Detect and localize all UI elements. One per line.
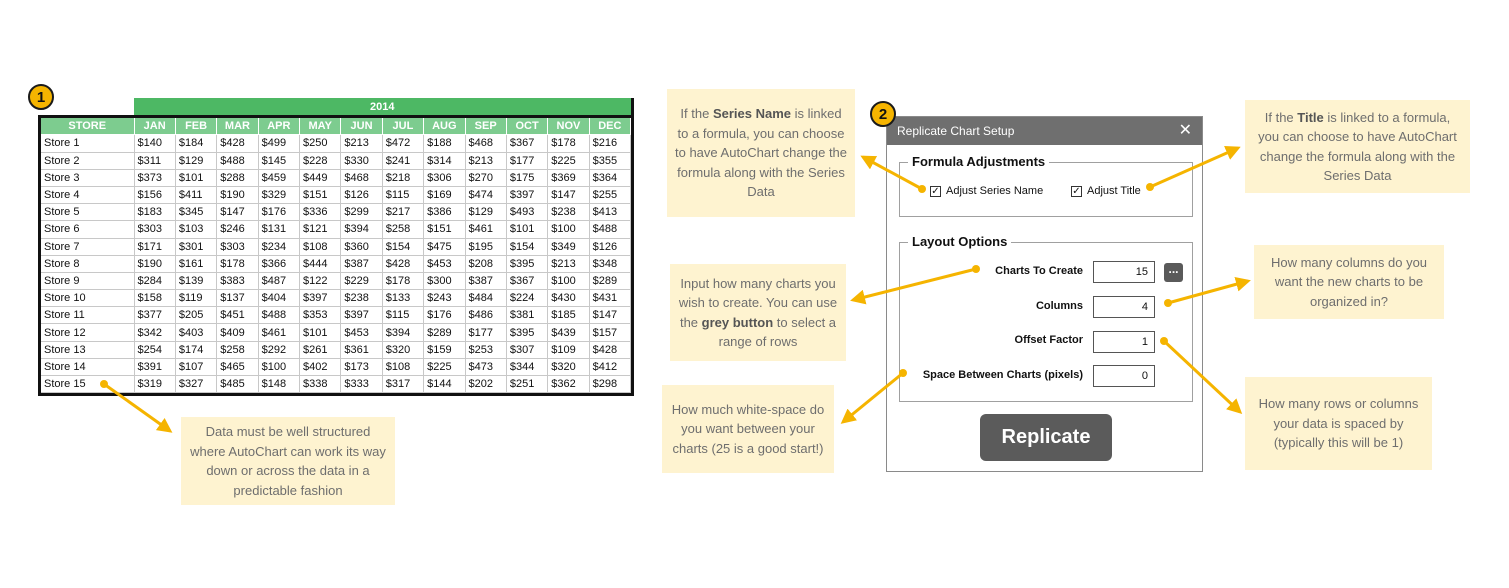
value-cell[interactable]: $428 — [382, 255, 423, 272]
columns-note: How many columns do you want the new charts to be organized in? — [1254, 245, 1444, 319]
value-cell[interactable]: $161 — [175, 255, 216, 272]
select-range-button[interactable]: ... — [1164, 263, 1183, 282]
value-cell[interactable]: $115 — [382, 186, 423, 203]
value-cell[interactable]: $173 — [341, 358, 382, 375]
store-cell[interactable]: Store 4 — [40, 186, 135, 203]
store-cell[interactable]: Store 9 — [40, 272, 135, 289]
month-header[interactable]: AUG — [424, 117, 465, 135]
header-row — [40, 117, 631, 135]
month-header[interactable]: MAR — [217, 117, 258, 135]
value-cell[interactable]: $103 — [175, 221, 216, 238]
value-cell[interactable]: $484 — [465, 290, 506, 307]
store-cell[interactable]: Store 10 — [40, 290, 135, 307]
value-cell[interactable]: $289 — [424, 324, 465, 341]
value-cell[interactable]: $361 — [341, 341, 382, 358]
value-cell[interactable]: $451 — [217, 307, 258, 324]
value-cell[interactable]: $381 — [506, 307, 547, 324]
note-text: If the — [1264, 109, 1298, 125]
table-row — [40, 152, 631, 169]
store-cell[interactable]: Store 2 — [40, 152, 135, 169]
note-bold: Title — [1297, 109, 1324, 125]
formula-adjustments-group — [899, 154, 1193, 217]
replicate-button[interactable]: Replicate — [980, 414, 1112, 461]
month-header[interactable]: JAN — [134, 117, 175, 135]
year-header[interactable]: 2014 — [134, 99, 631, 117]
store-cell[interactable]: Store 3 — [40, 169, 135, 186]
store-cell[interactable]: Store 5 — [40, 204, 135, 221]
value-cell[interactable]: $157 — [589, 324, 630, 341]
replicate-chart-dialog — [886, 116, 1203, 472]
value-cell[interactable]: $258 — [382, 221, 423, 238]
adjust-series-name-checkbox[interactable] — [930, 185, 1043, 197]
value-cell[interactable]: $213 — [465, 152, 506, 169]
store-cell[interactable]: Store 12 — [40, 324, 135, 341]
step-1-badge: 1 — [28, 84, 54, 110]
value-cell[interactable]: $300 — [424, 272, 465, 289]
value-cell[interactable]: $261 — [300, 341, 341, 358]
value-cell[interactable]: $234 — [258, 238, 299, 255]
value-cell[interactable]: $486 — [465, 307, 506, 324]
value-cell[interactable]: $345 — [175, 204, 216, 221]
value-cell[interactable]: $366 — [258, 255, 299, 272]
value-cell[interactable]: $171 — [134, 238, 175, 255]
note-text: If the — [680, 106, 713, 122]
layout-options-title: Layout Options — [908, 234, 1011, 249]
value-cell[interactable]: $336 — [300, 204, 341, 221]
value-cell[interactable]: $195 — [465, 238, 506, 255]
value-cell[interactable]: $387 — [465, 272, 506, 289]
value-cell[interactable]: $254 — [134, 341, 175, 358]
value-cell[interactable]: $307 — [506, 341, 547, 358]
value-cell[interactable]: $465 — [217, 358, 258, 375]
month-header[interactable]: DEC — [589, 117, 630, 135]
value-cell[interactable]: $121 — [300, 221, 341, 238]
note-bold: grey button — [701, 314, 774, 330]
value-cell[interactable]: $459 — [258, 169, 299, 186]
note-text: is linked to a formula, you can choose to have AutoChart change the formula along with the Series Data — [675, 106, 848, 200]
value-cell[interactable]: $213 — [341, 135, 382, 152]
table-row — [40, 255, 631, 272]
value-cell[interactable]: $444 — [300, 255, 341, 272]
value-cell[interactable]: $397 — [341, 307, 382, 324]
value-cell[interactable]: $299 — [341, 204, 382, 221]
value-cell[interactable]: $387 — [341, 255, 382, 272]
value-cell[interactable]: $367 — [506, 272, 547, 289]
value-cell[interactable]: $488 — [258, 307, 299, 324]
value-cell[interactable]: $144 — [424, 376, 465, 393]
store-cell[interactable]: Store 7 — [40, 238, 135, 255]
value-cell[interactable]: $402 — [300, 358, 341, 375]
value-cell[interactable]: $154 — [382, 238, 423, 255]
value-cell[interactable]: $154 — [506, 238, 547, 255]
value-cell[interactable]: $190 — [134, 255, 175, 272]
value-cell[interactable]: $453 — [424, 255, 465, 272]
value-cell[interactable]: $468 — [465, 135, 506, 152]
value-cell[interactable]: $360 — [341, 238, 382, 255]
value-cell[interactable]: $151 — [424, 221, 465, 238]
checkbox-checked-icon: ✓ — [931, 185, 940, 197]
value-cell[interactable]: $430 — [548, 290, 589, 307]
value-cell[interactable]: $126 — [589, 238, 630, 255]
columns-label: Columns — [1035, 300, 1083, 312]
space-between-input[interactable]: 0 — [1093, 365, 1155, 387]
value-cell[interactable]: $377 — [134, 307, 175, 324]
value-cell[interactable]: $178 — [548, 135, 589, 152]
value-cell[interactable]: $475 — [424, 238, 465, 255]
value-cell[interactable]: $177 — [465, 324, 506, 341]
adjust-series-name-label: Adjust Series Name — [946, 185, 1044, 197]
value-cell[interactable]: $178 — [382, 272, 423, 289]
table-row — [40, 290, 631, 307]
value-cell[interactable]: $101 — [506, 221, 547, 238]
value-cell[interactable]: $397 — [300, 290, 341, 307]
value-cell[interactable]: $216 — [589, 135, 630, 152]
value-cell[interactable]: $183 — [134, 204, 175, 221]
value-cell[interactable]: $119 — [175, 290, 216, 307]
store-cell[interactable]: Store 13 — [40, 341, 135, 358]
value-cell[interactable]: $353 — [300, 307, 341, 324]
value-cell[interactable]: $205 — [175, 307, 216, 324]
value-cell[interactable]: $330 — [341, 152, 382, 169]
month-header[interactable]: SEP — [465, 117, 506, 135]
value-cell[interactable]: $333 — [341, 376, 382, 393]
value-cell[interactable]: $213 — [548, 255, 589, 272]
value-cell[interactable]: $472 — [382, 135, 423, 152]
value-cell[interactable]: $395 — [506, 255, 547, 272]
value-cell[interactable]: $342 — [134, 324, 175, 341]
value-cell[interactable]: $327 — [175, 376, 216, 393]
formula-adjustments-title: Formula Adjustments — [908, 154, 1049, 169]
value-cell[interactable]: $488 — [217, 152, 258, 169]
value-cell[interactable]: $428 — [589, 341, 630, 358]
value-cell[interactable]: $270 — [465, 169, 506, 186]
table-row — [40, 135, 631, 152]
table-row — [40, 272, 631, 289]
value-cell[interactable]: $355 — [589, 152, 630, 169]
value-cell[interactable]: $137 — [217, 290, 258, 307]
data-table — [38, 98, 634, 396]
value-cell[interactable]: $461 — [258, 324, 299, 341]
store-cell[interactable]: Store 8 — [40, 255, 135, 272]
value-cell[interactable]: $303 — [134, 221, 175, 238]
value-cell[interactable]: $258 — [217, 341, 258, 358]
value-cell[interactable]: $158 — [134, 290, 175, 307]
value-cell[interactable]: $255 — [589, 186, 630, 203]
value-cell[interactable]: $487 — [258, 272, 299, 289]
month-header[interactable]: APR — [258, 117, 299, 135]
value-cell[interactable]: $253 — [465, 341, 506, 358]
value-cell[interactable]: $241 — [382, 152, 423, 169]
value-cell[interactable]: $344 — [506, 358, 547, 375]
value-cell[interactable]: $413 — [589, 204, 630, 221]
value-cell[interactable]: $395 — [506, 324, 547, 341]
value-cell[interactable]: $403 — [175, 324, 216, 341]
value-cell[interactable]: $461 — [465, 221, 506, 238]
value-cell[interactable]: $151 — [300, 186, 341, 203]
value-cell[interactable]: $320 — [382, 341, 423, 358]
month-header[interactable]: FEB — [175, 117, 216, 135]
dialog-titlebar — [887, 117, 1202, 145]
table-row — [40, 186, 631, 203]
charts-to-create-label: Charts To Create — [995, 265, 1083, 277]
month-header[interactable]: JUL — [382, 117, 423, 135]
layout-options-group — [899, 234, 1193, 402]
value-cell[interactable]: $314 — [424, 152, 465, 169]
blank-cell — [40, 99, 135, 117]
table-row — [40, 358, 631, 375]
value-cell[interactable]: $190 — [217, 186, 258, 203]
value-cell[interactable]: $488 — [589, 221, 630, 238]
value-cell[interactable]: $369 — [548, 169, 589, 186]
value-cell[interactable]: $474 — [465, 186, 506, 203]
value-cell[interactable]: $176 — [258, 204, 299, 221]
value-cell[interactable]: $431 — [589, 290, 630, 307]
title-note — [1245, 100, 1470, 193]
value-cell[interactable]: $100 — [258, 358, 299, 375]
value-cell[interactable]: $473 — [465, 358, 506, 375]
value-cell[interactable]: $367 — [506, 135, 547, 152]
value-cell[interactable]: $228 — [300, 152, 341, 169]
value-cell[interactable]: $108 — [300, 238, 341, 255]
value-cell[interactable]: $453 — [341, 324, 382, 341]
offset-factor-input[interactable]: 1 — [1093, 331, 1155, 353]
store-cell[interactable]: Store 11 — [40, 307, 135, 324]
table-row — [40, 221, 631, 238]
value-cell[interactable]: $131 — [258, 221, 299, 238]
value-cell[interactable]: $147 — [217, 204, 258, 221]
value-cell[interactable]: $303 — [217, 238, 258, 255]
value-cell[interactable]: $243 — [424, 290, 465, 307]
value-cell[interactable]: $184 — [175, 135, 216, 152]
value-cell[interactable]: $115 — [382, 307, 423, 324]
value-cell[interactable]: $386 — [424, 204, 465, 221]
month-header[interactable]: OCT — [506, 117, 547, 135]
table-row — [40, 341, 631, 358]
store-header[interactable]: STORE — [40, 117, 135, 135]
space-between-label: Space Between Charts (pixels) — [922, 369, 1083, 381]
value-cell[interactable]: $238 — [341, 290, 382, 307]
note-text: is linked to a formula, you can choose to have AutoChart change the formula along with the Series Data — [1258, 109, 1457, 183]
step-2-badge: 2 — [870, 101, 896, 127]
rows-spacing-note: How many rows or columns your data is spaced by (typically this will be 1) — [1245, 377, 1432, 470]
value-cell[interactable]: $175 — [506, 169, 547, 186]
adjust-title-checkbox[interactable] — [1071, 185, 1141, 197]
dialog-title: Replicate Chart Setup — [897, 124, 1015, 138]
value-cell[interactable]: $178 — [217, 255, 258, 272]
columns-input[interactable]: 4 — [1093, 296, 1155, 318]
value-cell[interactable]: $159 — [424, 341, 465, 358]
value-cell[interactable]: $225 — [424, 358, 465, 375]
value-cell[interactable]: $147 — [589, 307, 630, 324]
value-cell[interactable]: $288 — [217, 169, 258, 186]
store-cell[interactable]: Store 1 — [40, 135, 135, 152]
checkbox-checked-icon: ✓ — [1072, 185, 1081, 197]
value-cell[interactable]: $499 — [258, 135, 299, 152]
table-row — [40, 307, 631, 324]
value-cell[interactable]: $301 — [175, 238, 216, 255]
sales-table — [38, 98, 631, 393]
value-cell[interactable]: $306 — [424, 169, 465, 186]
value-cell[interactable]: $109 — [548, 341, 589, 358]
value-cell[interactable]: $208 — [465, 255, 506, 272]
value-cell[interactable]: $100 — [548, 272, 589, 289]
value-cell[interactable]: $485 — [217, 376, 258, 393]
whitespace-note: How much white-space do you want between your charts (25 is a good start!) — [662, 385, 834, 473]
store-cell[interactable]: Store 14 — [40, 358, 135, 375]
value-cell[interactable]: $329 — [258, 186, 299, 203]
value-cell[interactable]: $156 — [134, 186, 175, 203]
value-cell[interactable]: $428 — [217, 135, 258, 152]
value-cell[interactable]: $412 — [589, 358, 630, 375]
value-cell[interactable]: $319 — [134, 376, 175, 393]
value-cell[interactable]: $391 — [134, 358, 175, 375]
value-cell[interactable]: $202 — [465, 376, 506, 393]
value-cell[interactable]: $292 — [258, 341, 299, 358]
value-cell[interactable]: $394 — [341, 221, 382, 238]
value-cell[interactable]: $468 — [341, 169, 382, 186]
table-row — [40, 376, 631, 393]
value-cell[interactable]: $139 — [175, 272, 216, 289]
value-cell[interactable]: $217 — [382, 204, 423, 221]
value-cell[interactable]: $383 — [217, 272, 258, 289]
value-cell[interactable]: $169 — [424, 186, 465, 203]
value-cell[interactable]: $224 — [506, 290, 547, 307]
input-charts-note — [670, 264, 846, 361]
store-cell[interactable]: Store 6 — [40, 221, 135, 238]
value-cell[interactable]: $397 — [506, 186, 547, 203]
series-name-note — [667, 89, 855, 217]
table-row — [40, 169, 631, 186]
value-cell[interactable]: $100 — [548, 221, 589, 238]
year-row — [40, 99, 631, 117]
value-cell[interactable]: $338 — [300, 376, 341, 393]
value-cell[interactable]: $101 — [300, 324, 341, 341]
data-structure-note: Data must be well structured where AutoChart can work its way down or across the data in a predictable fashion — [181, 417, 395, 505]
value-cell[interactable]: $126 — [341, 186, 382, 203]
value-cell[interactable]: $250 — [300, 135, 341, 152]
value-cell[interactable]: $298 — [589, 376, 630, 393]
month-header[interactable]: MAY — [300, 117, 341, 135]
value-cell[interactable]: $394 — [382, 324, 423, 341]
value-cell[interactable]: $107 — [175, 358, 216, 375]
value-cell[interactable]: $133 — [382, 290, 423, 307]
adjust-title-label: Adjust Title — [1087, 185, 1141, 197]
charts-to-create-input[interactable]: 15 — [1093, 261, 1155, 283]
value-cell[interactable]: $246 — [217, 221, 258, 238]
store-cell[interactable]: Store 15 — [40, 376, 135, 393]
value-cell[interactable]: $188 — [424, 135, 465, 152]
value-cell[interactable]: $439 — [548, 324, 589, 341]
value-cell[interactable]: $364 — [589, 169, 630, 186]
close-icon[interactable]: ✕ — [1178, 122, 1192, 139]
value-cell[interactable]: $348 — [589, 255, 630, 272]
value-cell[interactable]: $411 — [175, 186, 216, 203]
value-cell[interactable]: $284 — [134, 272, 175, 289]
value-cell[interactable]: $122 — [300, 272, 341, 289]
value-cell[interactable]: $185 — [548, 307, 589, 324]
value-cell[interactable]: $225 — [548, 152, 589, 169]
value-cell[interactable]: $145 — [258, 152, 299, 169]
month-header[interactable]: JUN — [341, 117, 382, 135]
value-cell[interactable]: $311 — [134, 152, 175, 169]
value-cell[interactable]: $229 — [341, 272, 382, 289]
value-cell[interactable]: $317 — [382, 376, 423, 393]
offset-factor-label: Offset Factor — [1014, 334, 1083, 346]
value-cell[interactable]: $101 — [175, 169, 216, 186]
value-cell[interactable]: $140 — [134, 135, 175, 152]
note-text: to select a range of rows — [718, 314, 837, 349]
table-row — [40, 238, 631, 255]
value-cell[interactable]: $177 — [506, 152, 547, 169]
note-text: Input how many charts you wish to create. You can use the — [678, 275, 838, 330]
value-cell[interactable]: $129 — [175, 152, 216, 169]
value-cell[interactable]: $238 — [548, 204, 589, 221]
value-cell[interactable]: $147 — [548, 186, 589, 203]
value-cell[interactable]: $362 — [548, 376, 589, 393]
value-cell[interactable]: $289 — [589, 272, 630, 289]
table-row — [40, 204, 631, 221]
value-cell[interactable]: $251 — [506, 376, 547, 393]
value-cell[interactable]: $218 — [382, 169, 423, 186]
value-cell[interactable]: $409 — [217, 324, 258, 341]
value-cell[interactable]: $129 — [465, 204, 506, 221]
value-cell[interactable]: $108 — [382, 358, 423, 375]
value-cell[interactable]: $320 — [548, 358, 589, 375]
value-cell[interactable]: $349 — [548, 238, 589, 255]
note-bold: Series Name — [712, 106, 791, 122]
month-header[interactable]: NOV — [548, 117, 589, 135]
value-cell[interactable]: $493 — [506, 204, 547, 221]
value-cell[interactable]: $404 — [258, 290, 299, 307]
value-cell[interactable]: $176 — [424, 307, 465, 324]
value-cell[interactable]: $148 — [258, 376, 299, 393]
value-cell[interactable]: $174 — [175, 341, 216, 358]
value-cell[interactable]: $449 — [300, 169, 341, 186]
table-row — [40, 324, 631, 341]
value-cell[interactable]: $373 — [134, 169, 175, 186]
